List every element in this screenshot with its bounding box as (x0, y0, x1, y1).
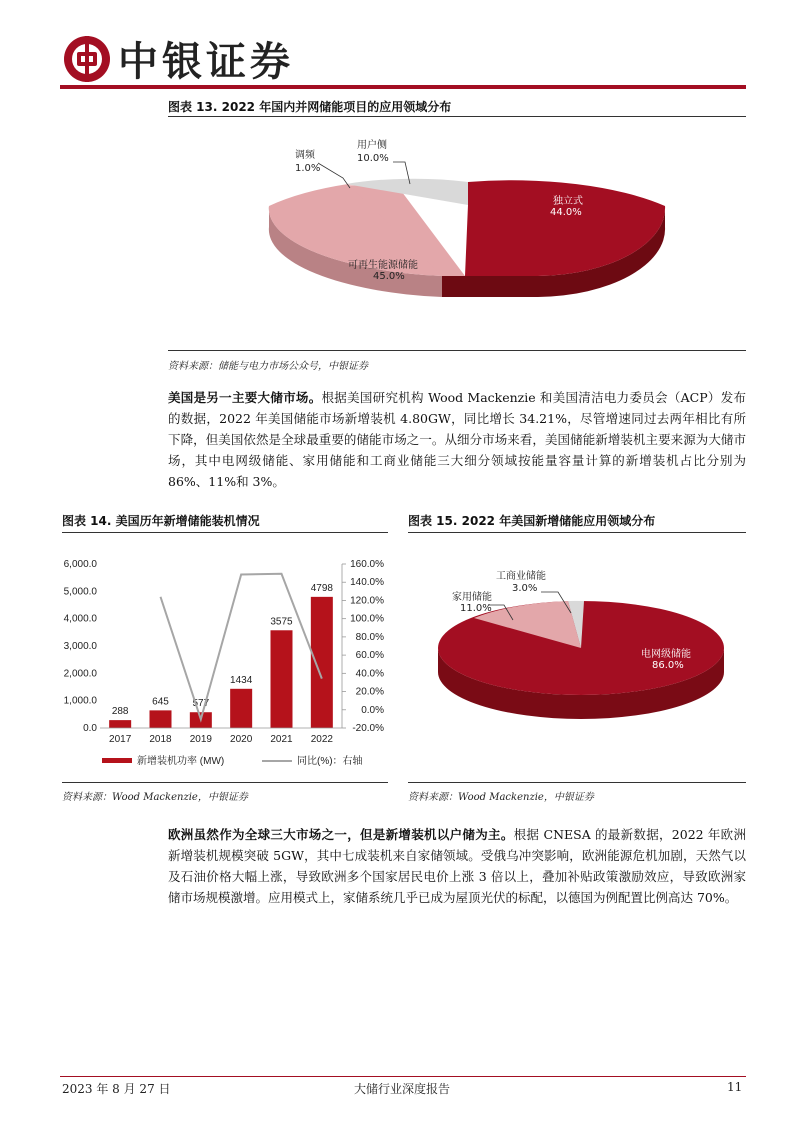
fig14-bar-value-label: 3575 (270, 616, 293, 628)
fig15-pie-chart (408, 540, 746, 740)
fig14-y-tick-label: 1,000.0 (63, 695, 97, 707)
fig14-y2-tick-label: 80.0% (355, 631, 384, 643)
fig14-bar-value-label: 1434 (230, 674, 253, 686)
fig14-bar-value-label: 645 (152, 696, 169, 708)
footer-page-number: 11 (727, 1080, 743, 1094)
fig15-bottom-rule (408, 782, 746, 783)
fig14-x-tick-label: 2021 (270, 734, 293, 745)
fig14-x-tick-label: 2022 (310, 734, 333, 745)
fig13-label-regulation-value: 1.0% (295, 163, 321, 174)
fig14-x-tick-label: 2017 (109, 734, 132, 745)
fig14-y-tick-label: 3,000.0 (63, 641, 97, 652)
fig14-y2-tick-label: 120.0% (350, 595, 384, 607)
fig14-y2-tick-label: 20.0% (355, 686, 384, 698)
fig15-title: 图表 15. 2022 年美国新增储能应用领域分布 (408, 514, 656, 528)
fig13-top-rule (168, 116, 746, 117)
footer-report-name: 大储行业深度报告 (354, 1082, 451, 1096)
fig13-bottom-rule (168, 350, 746, 351)
fig14-bar (150, 710, 172, 728)
footer-date: 2023 年 8 月 27 日 (62, 1082, 171, 1096)
body-paragraph-us (168, 387, 746, 492)
fig15-label-commercial-value: 3.0% (512, 583, 538, 594)
fig14-y-tick-label: 0.0 (83, 723, 97, 734)
fig14-bar (230, 689, 252, 728)
para1-text: 根据美国研究机构 Wood Mackenzie 和美国清洁电力委员会（ACP）发布的数据，2022 年美国储能市场新增装机 4.80GW，同比增长 34.21%，尽管增速同过去两年相比有所下降，但美国依然是全球最重要的储能市场之一。从细分市场来看，美国储能新增装机主要来源为大储市场，其中电网级储能、家用储能和工商业储能三大细分领域按能量容量计算的新增装机占比分别为 86%、11%和 3%。 (168, 390, 746, 489)
fig14-y2-tick-label: 160.0% (350, 559, 384, 570)
fig15-label-commercial-name: 工商业储能 (496, 571, 546, 582)
fig13-label-renewable-name: 可再生能源储能 (348, 260, 418, 271)
fig13-label-renewable-value: 45.0% (373, 271, 405, 282)
footer-rule (60, 1076, 746, 1077)
fig13-label-independent-name: 独立式 (553, 196, 583, 207)
fig15-label-home-name: 家用储能 (452, 592, 492, 603)
brand-name: 中银证券 (118, 39, 294, 85)
fig14-y-tick-label: 5,000.0 (63, 586, 97, 598)
fig14-bar-line-chart (62, 540, 388, 780)
fig14-x-tick-label: 2019 (189, 734, 212, 745)
fig13-leader-regulation (318, 163, 350, 188)
fig14-bar (109, 720, 131, 728)
fig13-title: 图表 13. 2022 年国内并网储能项目的应用领域分布 (168, 100, 452, 114)
fig14-y2-tick-label: 40.0% (355, 668, 384, 680)
fig14-legend-line-label: 同比(%)：右轴 (297, 756, 363, 767)
para2-text: 根据 CNESA 的最新数据，2022 年欧洲新增装机规模突破 5GW，其中七成装机来自家储领域。受俄乌冲突影响，欧洲能源危机加剧，天然气以及石油价格大幅上涨，导致欧洲多个国家居民电价上涨 3 倍以上，叠加补贴政策激励效应，导致欧洲家储市场规模激增。应用模式上，家储系统几乎已成为屋顶光伏的标配，以德国为例配置比例高达 70%。 (168, 827, 746, 905)
fig14-y-tick-label: 4,000.0 (63, 613, 97, 625)
fig14-y-tick-label: 2,000.0 (63, 668, 97, 680)
fig15-label-grid-value: 86.0% (652, 660, 684, 671)
fig15-label-grid-name: 电网级储能 (641, 649, 691, 660)
body-paragraph-europe (168, 824, 746, 908)
fig14-source: 资料来源：Wood Mackenzie，中银证券 (62, 792, 248, 803)
fig14-legend-bar-label: 新增装机功率 (MW) (137, 756, 225, 767)
fig14-y2-tick-label: 140.0% (350, 577, 384, 589)
fig14-y-tick-label: 6,000.0 (63, 559, 97, 570)
fig14-y2-tick-label: -20.0% (352, 723, 384, 734)
fig14-title: 图表 14. 美国历年新增储能装机情况 (62, 514, 260, 528)
fig14-x-tick-label: 2018 (149, 734, 172, 745)
fig14-bar-value-label: 288 (111, 706, 129, 718)
fig14-y2-tick-label: 100.0% (350, 613, 384, 625)
fig14-bar-value-label: 577 (192, 698, 210, 710)
fig14-top-rule (62, 532, 388, 533)
fig13-label-user-value: 10.0% (357, 153, 389, 164)
fig13-label-regulation-name: 调频 (295, 150, 315, 161)
fig13-pie-chart (168, 120, 746, 350)
fig14-bar (311, 597, 333, 728)
para1-lead: 美国是另一主要大储市场。 (168, 390, 322, 405)
fig14-y2-tick-label: 60.0% (355, 650, 384, 662)
company-logo (62, 34, 112, 84)
fig14-bar-value-label: 4798 (310, 582, 333, 594)
header-bar (60, 85, 746, 89)
fig14-y2-tick-label: 0.0% (361, 704, 384, 716)
fig15-source: 资料来源：Wood Mackenzie，中银证券 (408, 792, 594, 803)
fig14-bottom-rule (62, 782, 388, 783)
fig13-label-user-name: 用户侧 (357, 140, 387, 151)
fig15-top-rule (408, 532, 746, 533)
fig14-x-tick-label: 2020 (230, 734, 253, 745)
fig15-label-home-value: 11.0% (460, 603, 492, 614)
fig13-source: 资料来源：储能与电力市场公众号，中银证券 (168, 361, 368, 372)
fig14-legend-bar-swatch (102, 758, 132, 763)
para2-lead: 欧洲虽然作为全球三大市场之一，但是新增装机以户储为主。 (168, 827, 514, 842)
fig13-label-independent-value: 44.0% (550, 207, 582, 218)
fig14-bar (271, 630, 293, 728)
